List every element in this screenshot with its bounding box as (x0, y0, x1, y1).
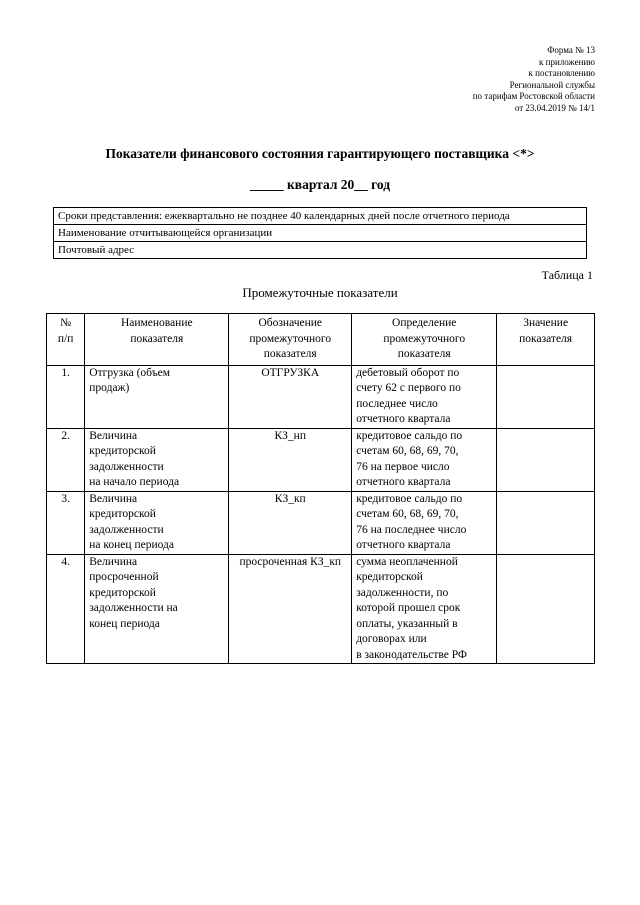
cell-definition: кредитовое сальдо по счетам 60, 68, 69, 70, 76 на первое число отчетного квартала (352, 428, 497, 491)
info-row-postal-address: Почтовый адрес (54, 242, 587, 259)
header-name: Наименование показателя (85, 314, 229, 366)
cell-code: КЗ_нп (229, 428, 352, 491)
cell-value[interactable] (497, 365, 595, 428)
form-header-line: Региональной службы (509, 79, 595, 90)
cell-number: 3. (47, 491, 85, 554)
header-code: Обозначение промежуточного показателя (229, 314, 352, 366)
cell-value[interactable] (497, 491, 595, 554)
cell-name: Величина просроченной кредиторской задолженности на конец периода (85, 554, 229, 664)
info-row-organization-name: Наименование отчитывающейся организации (54, 225, 587, 242)
cell-name: Величина кредиторской задолженности на начало периода (85, 428, 229, 491)
form-header-line: Форма № 13 (547, 45, 595, 55)
form-header-line: по тарифам Ростовской области (472, 91, 595, 101)
table-row (47, 428, 595, 491)
form-reference-header (335, 45, 595, 114)
cell-number: 4. (47, 554, 85, 664)
header-value: Значение показателя (497, 314, 595, 366)
cell-name: Величина кредиторской задолженности на конец периода (85, 491, 229, 554)
cell-number: 2. (47, 428, 85, 491)
cell-code: просроченная КЗ_кп (229, 554, 352, 664)
header-definition: Определение промежуточного показателя (352, 314, 497, 366)
cell-definition: дебетовый оборот по счету 62 с первого по последнее число отчетного квартала (352, 365, 497, 428)
info-row-submission-deadline: Сроки представления: ежеквартально не позднее 40 календарных дней после отчетного периода (54, 208, 587, 225)
cell-name: Отгрузка (объем продаж) (85, 365, 229, 428)
cell-definition: сумма неоплаченной кредиторской задолженности, по которой прошел срок оплаты, указанный в договорах или в законодательстве РФ (352, 554, 497, 664)
info-row (54, 208, 587, 225)
document-period: _____ квартал 20__ год (249, 177, 391, 192)
table-number-label: Таблица 1 (541, 268, 593, 282)
form-header-line: к постановлению (528, 68, 595, 78)
document-title: Показатели финансового состояния гарантирующего поставщика <*> (105, 146, 535, 161)
cell-value[interactable] (497, 554, 595, 664)
form-header-line: к приложению (539, 56, 595, 67)
organization-info-box (53, 207, 587, 259)
cell-number: 1. (47, 365, 85, 428)
info-row (54, 242, 587, 259)
table-title: Промежуточные показатели (242, 285, 398, 300)
table-header-row (47, 314, 595, 366)
cell-code: КЗ_кп (229, 491, 352, 554)
header-number: № п/п (47, 314, 85, 366)
cell-definition: кредитовое сальдо по счетам 60, 68, 69, 70, 76 на последнее число отчетного квартала (352, 491, 497, 554)
cell-value[interactable] (497, 428, 595, 491)
indicators-table (46, 313, 595, 664)
table-row (47, 554, 595, 664)
table-row (47, 365, 595, 428)
form-header-line: от 23.04.2019 № 14/1 (514, 102, 595, 113)
cell-code: ОТГРУЗКА (229, 365, 352, 428)
info-row (54, 225, 587, 242)
table-row (47, 491, 595, 554)
